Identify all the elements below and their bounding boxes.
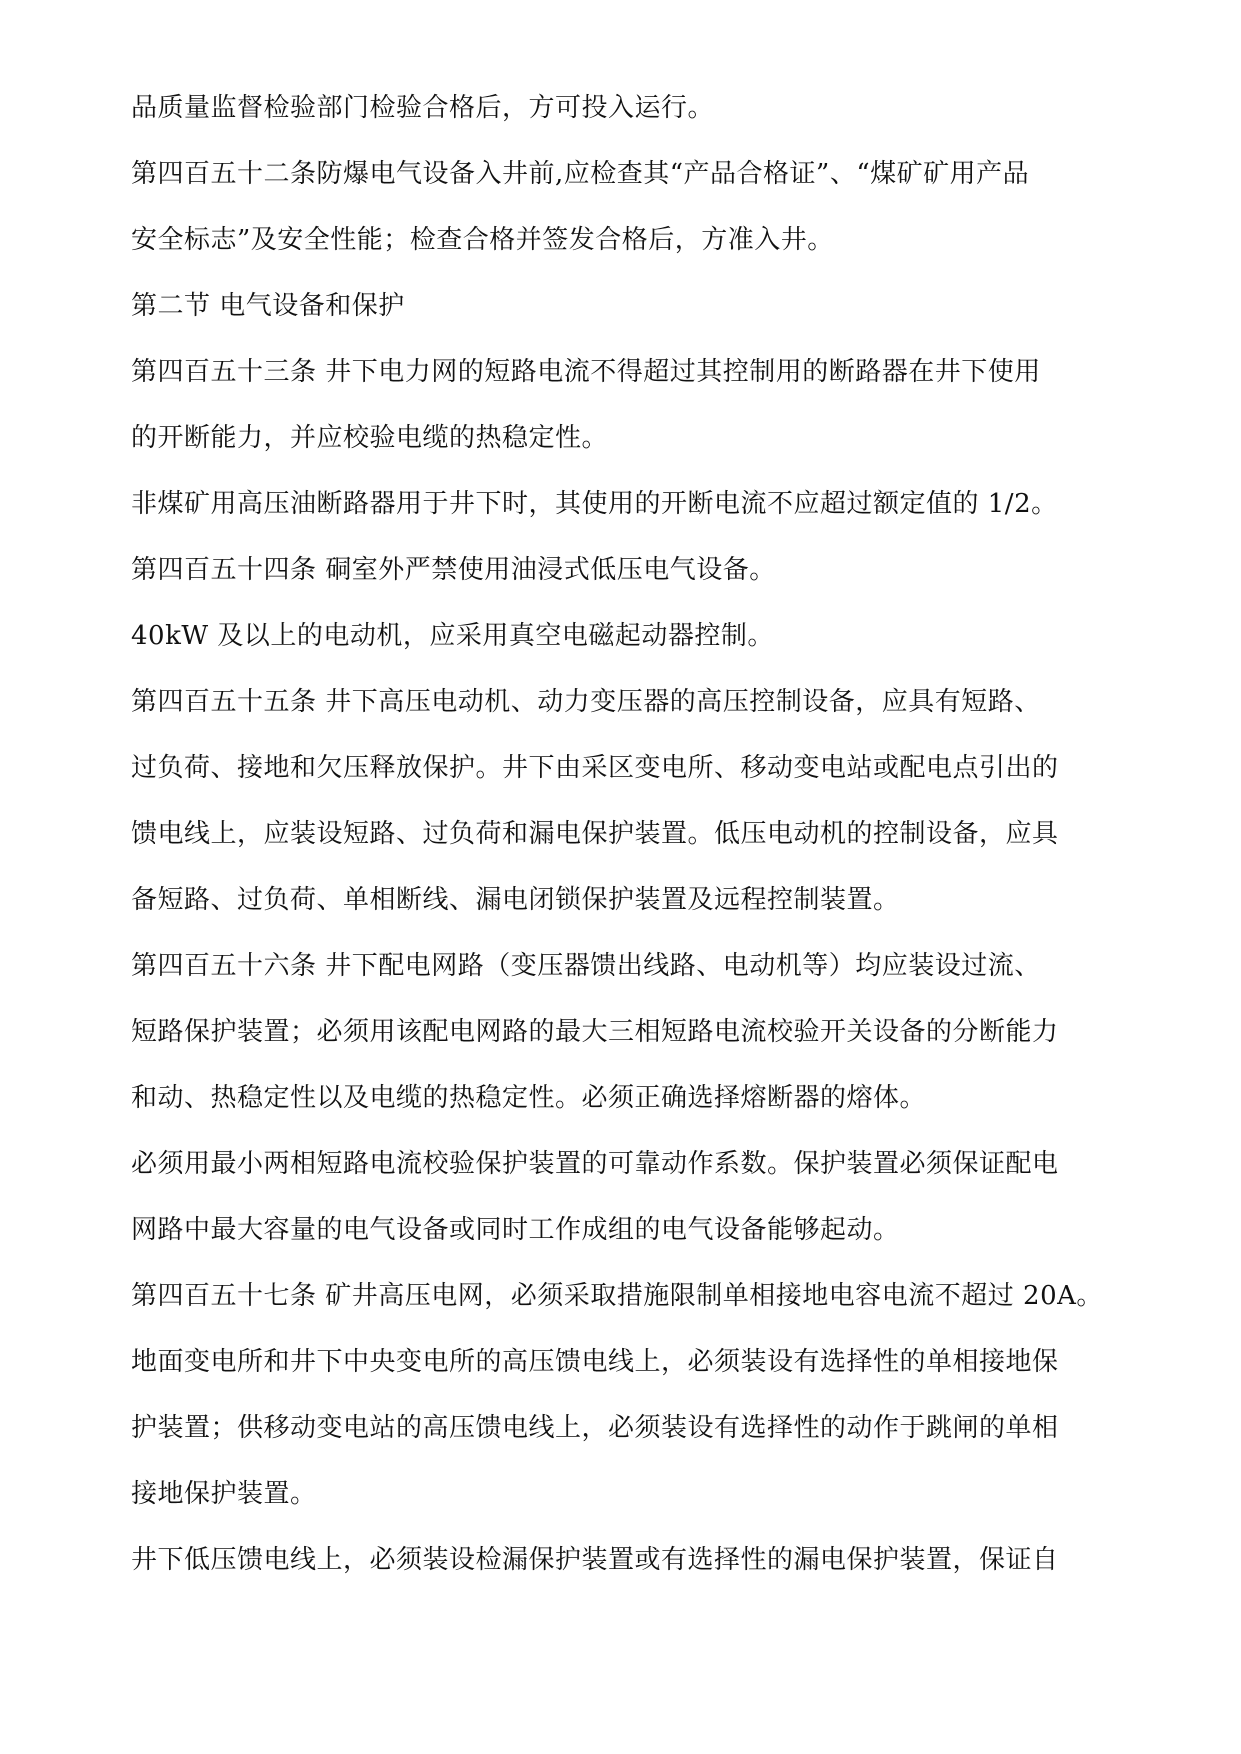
text-line: 品质量监督检验部门检验合格后，方可投入运行。 (131, 93, 715, 123)
text-line: 第四百五十四条 硐室外严禁使用油浸式低压电气设备。 (131, 555, 776, 585)
text-line: 备短路、过负荷、单相断线、漏电闭锁保护装置及远程控制装置。 (131, 885, 900, 915)
text-line: 网路中最大容量的电气设备或同时工作成组的电气设备能够起动。 (131, 1215, 900, 1245)
text-line: 和动、热稳定性以及电缆的热稳定性。必须正确选择熔断器的熔体。 (131, 1083, 927, 1113)
text-line: 第四百五十七条 矿井高压电网，必须采取措施限制单相接地电容电流不超过 20A。 (131, 1281, 1103, 1311)
text-line: 第四百五十二条防爆电气设备入井前,应检查其“产品合格证”、“煤矿矿用产品 (131, 159, 1030, 189)
text-line: 第四百五十五条 井下高压电动机、动力变压器的高压控制设备，应具有短路、 (131, 687, 1041, 717)
text-line: 馈电线上，应装设短路、过负荷和漏电保护装置。低压电动机的控制设备，应具 (131, 819, 1059, 849)
text-line: 井下低压馈电线上，必须装设检漏保护装置或有选择性的漏电保护装置，保证自 (131, 1545, 1059, 1575)
text-line: 地面变电所和井下中央变电所的高压馈电线上，必须装设有选择性的单相接地保 (131, 1347, 1059, 1377)
text-line: 过负荷、接地和欠压释放保护。井下由采区变电所、移动变电站或配电点引出的 (131, 753, 1059, 783)
text-line: 短路保护装置；必须用该配电网路的最大三相短路电流校验开关设备的分断能力 (131, 1017, 1059, 1047)
text-line: 接地保护装置。 (131, 1479, 317, 1509)
text-line: 第四百五十三条 井下电力网的短路电流不得超过其控制用的断路器在井下使用 (131, 357, 1041, 387)
text-line: 非煤矿用高压油断路器用于井下时，其使用的开断电流不应超过额定值的 1/2。 (131, 489, 1058, 519)
section-heading: 第二节 电气设备和保护 (131, 291, 405, 321)
text-line: 第四百五十六条 井下配电网路（变压器馈出线路、电动机等）均应装设过流、 (131, 951, 1041, 981)
text-line: 护装置；供移动变电站的高压馈电线上，必须装设有选择性的动作于跳闸的单相 (131, 1413, 1059, 1443)
text-line: 安全标志”及安全性能；检查合格并签发合格后，方准入井。 (131, 225, 834, 255)
text-line: 的开断能力，并应校验电缆的热稳定性。 (131, 423, 609, 453)
text-line: 必须用最小两相短路电流校验保护装置的可靠动作系数。保护装置必须保证配电 (131, 1149, 1059, 1179)
text-line: 40kW 及以上的电动机，应采用真空电磁起动器控制。 (131, 621, 774, 651)
